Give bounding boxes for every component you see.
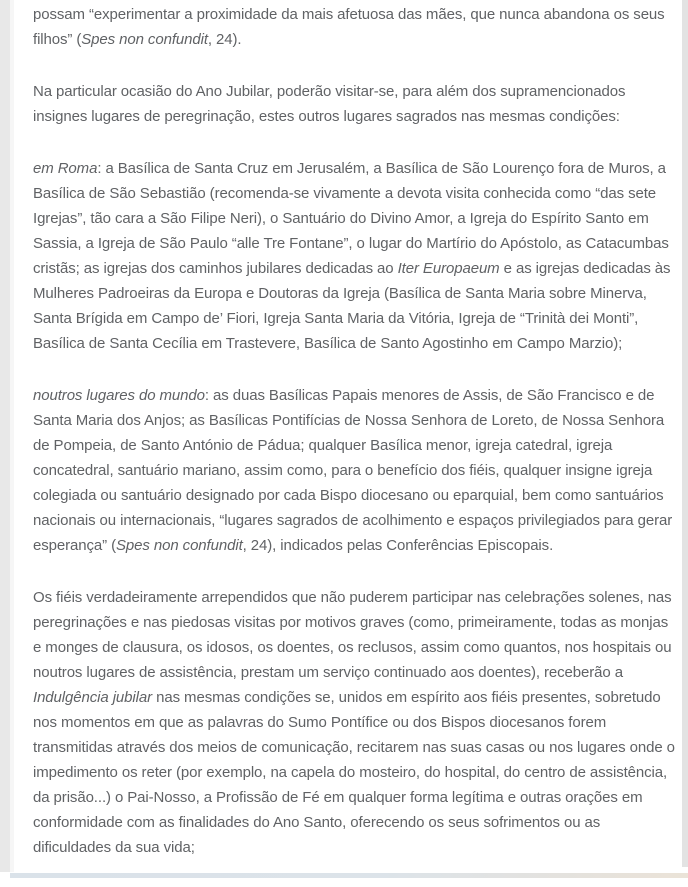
left-page-gutter-edge [10, 0, 14, 872]
paragraph: Na particular ocasião do Ano Jubilar, poderão visitar-se, para além dos supramencionados insignes lugares de peregrinação, estes outros lugares sagrados nas mesmas condições: [33, 83, 626, 125]
document-body [33, 2, 679, 887]
paragraph: noutros lugares do mundo: as duas Basílicas Papais menores de Assis, de São Francisco e de Santa Maria dos Anjos; as Basílicas Pontifícias de Nossa Senhora de Loreto, de Nossa Senhora de Pompeia, de Santo António de Pádua; qualquer Basílica menor, igreja catedral, igreja concatedral, santuário mariano, assim como, para o benefício dos fiéis, qualquer insigne igreja colegiada ou santuário designado por cada Bispo diocesano ou eparquial, bem como santuários nacionais ou internacionais, “lugares sagrados de acolhimento e espaços privilegiados para gerar esperança” (Spes non confundit, 24), indicados pelas Conferências Episcopais. [33, 387, 673, 554]
paragraph: possam “experimentar a proximidade da mais afetuosa das mães, que nunca abandona os seus filhos” (Spes non confundit, 24). [33, 6, 665, 48]
paragraph: em Roma: a Basílica de Santa Cruz em Jerusalém, a Basílica de São Lourenço fora de Muros, a Basílica de São Sebastião (recomenda-se vivamente a devota visita conhecida como “das sete Igrejas”, tão cara a São Filipe Neri), o Santuário do Divino Amor, a Igreja do Espírito Santo em Sassia, a Igreja de São Paulo “alle Tre Fontane”, o lugar do Martírio do Apóstolo, as Catacumbas cristãs; as igrejas dos caminhos jubilares dedicadas ao Iter Europaeum e as igrejas dedicadas às Mulheres Padroeiras da Europa e Doutoras da Igreja (Basílica de Santa Maria sobre Minerva, Santa Brígida em Campo de’ Fiori, Igreja Santa Maria da Vitória, Igreja de “Trinità dei Monti”, Basílica de Santa Cecília em Trastevere, Basílica de Santo Agostinho em Campo Marzio); [33, 160, 671, 352]
right-page-gutter [682, 0, 688, 867]
left-page-gutter [0, 0, 10, 872]
paragraph: Os fiéis verdadeiramente arrependidos que não puderem participar nas celebrações solenes, nas peregrinações e nas piedosas visitas por motivos graves (como, primeiramente, todas as monjas e monges de clausura, os idosos, os doentes, os reclusos, assim como quantos, nos hospitais ou noutros lugares de assistência, prestam um serviço continuado aos doentes), receberão a Indulgência jubilar nas mesmas condições se, unidos em espírito aos fiéis presentes, sobretudo nos momentos em que as palavras do Sumo Pontífice ou dos Bispos diocesanos forem transmitidas através dos meios de comunicação, recitarem nas suas casas ou nos lugares onde o impedimento os reter (por exemplo, na capela do mosteiro, do hospital, do centro de assistência, da prisão...) o Pai-Nosso, a Profissão de Fé em qualquer forma legítima e outras orações em conformidade com as finalidades do Ano Santo, oferecendo os seus sofrimentos ou as dificuldades da sua vida; [33, 589, 675, 856]
